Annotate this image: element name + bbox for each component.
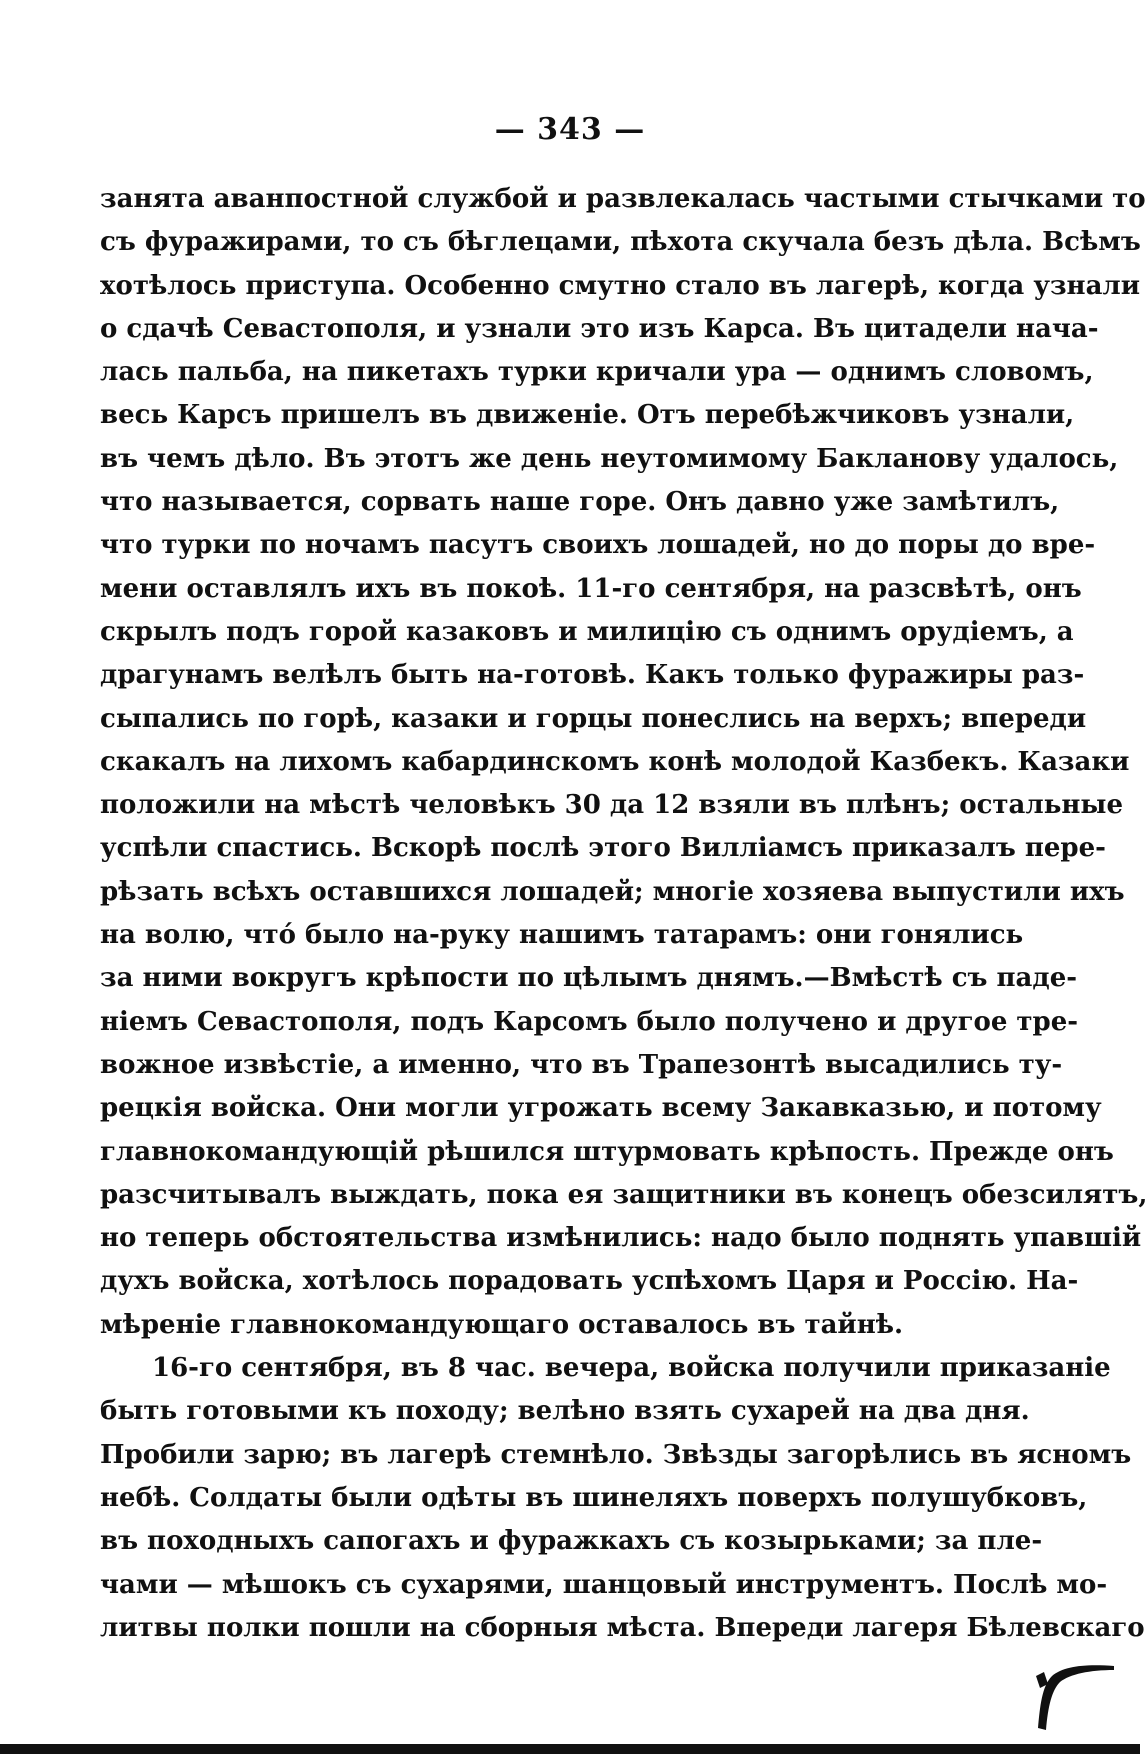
- text-line: что турки по ночамъ пасутъ своихъ лошадей, но до поры до вре-: [100, 530, 1096, 561]
- text-line: но теперь обстоятельства измѣнились: надо было поднять упавшій: [100, 1223, 1142, 1254]
- page-text: [100, 178, 1147, 1650]
- text-line: главнокомандующій рѣшился штурмовать крѣпость. Прежде онъ: [100, 1136, 1114, 1167]
- text-line: мѣреніе главнокомандующаго оставалось въ тайнѣ.: [100, 1309, 904, 1340]
- text-line: скрылъ подъ горой казаковъ и милицію съ однимъ орудіемъ, а: [100, 616, 1074, 647]
- text-line: ніемъ Севастополя, подъ Карсомъ было получено и другое тре-: [100, 1006, 1079, 1037]
- text-line: Пробили зарю; въ лагерѣ стемнѣло. Звѣзды загорѣлись въ ясномъ: [100, 1439, 1132, 1470]
- text-line: весь Карсъ пришелъ въ движеніе. Отъ перебѣжчиковъ узнали,: [100, 400, 1075, 431]
- text-line: рецкія войска. Они могли угрожать всему Закавказью, и потому: [100, 1093, 1102, 1124]
- text-line: что называется, сорвать наше горе. Онъ давно уже замѣтилъ,: [100, 487, 1060, 518]
- bottom-rule: [0, 1744, 1140, 1754]
- text-line: разсчитывалъ выждать, пока ея защитники въ конецъ обезсилятъ,: [100, 1179, 1147, 1210]
- text-line: небѣ. Солдаты были одѣты въ шинеляхъ поверхъ полушубковъ,: [100, 1482, 1088, 1513]
- text-line: вожное извѣстіе, а именно, что въ Трапезонтѣ высадились ту-: [100, 1049, 1063, 1080]
- text-line: занята аванпостной службой и развлекалась частыми стычками то: [100, 184, 1146, 214]
- text-line: чами — мѣшокъ съ сухарями, шанцовый инструментъ. Послѣ мо-: [100, 1569, 1108, 1600]
- text-line: въ чемъ дѣло. Въ этотъ же день неутомимому Бакланову удалось,: [100, 443, 1119, 474]
- text-line: духъ войска, хотѣлось порадовать успѣхомъ Царя и Россію. На-: [100, 1266, 1079, 1297]
- text-line: успѣли спастись. Вскорѣ послѣ этого Вилліамсъ приказалъ пере-: [100, 833, 1106, 864]
- text-line: сыпались по горѣ, казаки и горцы понеслись на верхъ; впереди: [100, 703, 1087, 734]
- page-number: — 343 —: [494, 112, 646, 147]
- text-line: быть готовыми къ походу; велѣно взять сухарей на два дня.: [100, 1396, 1030, 1427]
- ink-mark-icon: [1030, 1636, 1120, 1736]
- text-line: скакалъ на лихомъ кабардинскомъ конѣ молодой Казбекъ. Казаки: [100, 746, 1130, 777]
- text-line: въ походныхъ сапогахъ и фуражкахъ съ козырьками; за пле-: [100, 1526, 1043, 1557]
- text-line: хотѣлось приступа. Особенно смутно стало въ лагерѣ, когда узнали: [100, 270, 1141, 301]
- text-line: о сдачѣ Севастополя, и узнали это изъ Карса. Въ цитадели нача-: [100, 313, 1099, 344]
- text-line: литвы полки пошли на сборныя мѣста. Впереди лагеря Бѣлевскаго: [100, 1612, 1145, 1643]
- text-line: мени оставлялъ ихъ въ покоѣ. 11-го сентября, на разсвѣтѣ, онъ: [100, 573, 1082, 604]
- text-line: драгунамъ велѣлъ быть на-готовѣ. Какъ только фуражиры раз-: [100, 660, 1085, 691]
- text-line: за ними вокругъ крѣпости по цѣлымъ днямъ.—Вмѣстѣ съ паде-: [100, 963, 1078, 994]
- text-line: положили на мѣстѣ человѣкъ 30 да 12 взяли въ плѣнъ; остальные: [100, 790, 1123, 821]
- text-line: съ фуражирами, то съ бѣглецами, пѣхота скучала безъ дѣла. Всѣмъ: [100, 227, 1141, 258]
- text-line: на волю, что́ было на-руку нашимъ татарамъ: они гонялись: [100, 920, 1024, 951]
- text-line: лась пальба, на пикетахъ турки кричали ура — однимъ словомъ,: [100, 357, 1094, 388]
- text-line: рѣзать всѣхъ оставшихся лошадей; многіе хозяева выпустили ихъ: [100, 876, 1125, 907]
- text-line: 16-го сентября, въ 8 час. вечера, войска получили приказаніе: [152, 1353, 1111, 1384]
